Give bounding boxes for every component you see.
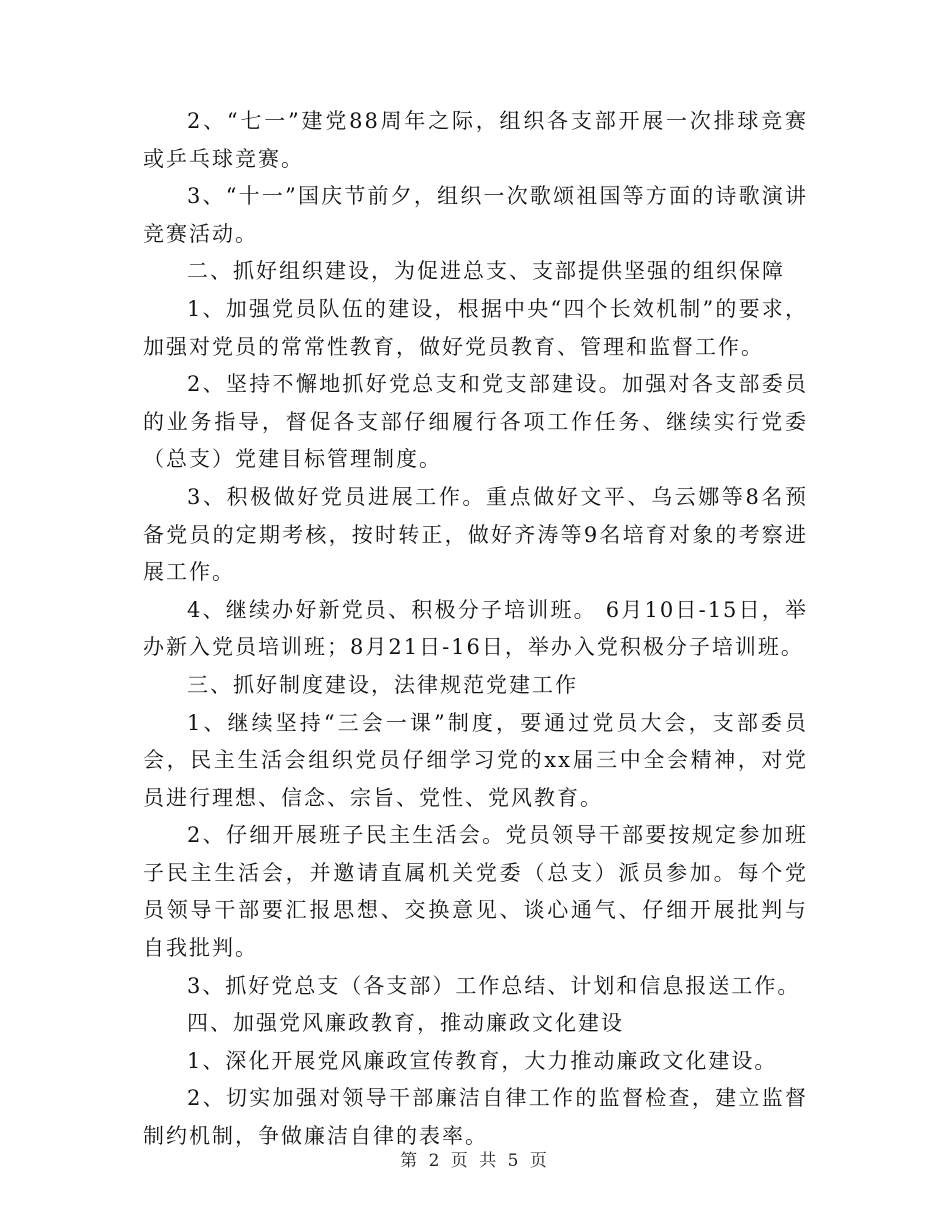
paragraph: 2、仔细开展班子民主生活会。党员领导干部要按规定参加班子民主生活会，并邀请直属机关党委（总支）派员参加。每个党员领导干部要汇报思想、交换意见、谈心通气、仔细开展批判与自我批判。	[143, 823, 808, 961]
section-heading: 四、加强党风廉政教育，推动廉政文化建设	[187, 1011, 624, 1036]
paragraph: 3、抓好党总支（各支部）工作总结、计划和信息报送工作。	[187, 973, 801, 998]
document-body	[143, 103, 808, 1156]
paragraph: 1、深化开展党风廉政宣传教育，大力推动廉政文化建设。	[187, 1048, 778, 1073]
page-footer	[0, 1146, 950, 1171]
paragraph: 2、坚持不懈地抓好党总支和党支部建设。加强对各支部委员的业务指导，督促各支部仔细履行各项工作任务、继续实行党委（总支）党建目标管理制度。	[143, 372, 808, 472]
page-number: 第 2 页 共 5 页	[400, 1151, 550, 1171]
section-heading: 二、抓好组织建设，为促进总支、支部提供坚强的组织保障	[187, 259, 785, 284]
paragraph: 1、继续坚持“三会一课”制度，要通过党员大会，支部委员会，民主生活会组织党员仔细学习党的xx届三中全会精神，对党员进行理想、信念、宗旨、党性、党风教育。	[143, 710, 808, 810]
paragraph: 4、继续办好新党员、积极分子培训班。 6月10日-15日，举办新入党员培训班；8月21日-16日，举办入党积极分子培训班。	[143, 597, 808, 660]
paragraph: 2、“七一”建党88周年之际，组织各支部开展一次排球竞赛或乒乓球竞赛。	[143, 109, 808, 171]
paragraph: 1、加强党员队伍的建设，根据中央“四个长效机制”的要求，加强对党员的常常性教育，做好党员教育、管理和监督工作。	[143, 296, 808, 359]
paragraph: 3、积极做好党员进展工作。重点做好文平、乌云娜等8名预备党员的定期考核，按时转正，做好齐涛等9名培育对象的考察进展工作。	[143, 484, 808, 585]
section-heading: 三、抓好制度建设，法律规范党建工作	[187, 672, 578, 697]
paragraph: 2、切实加强对领导干部廉洁自律工作的监督检查，建立监督制约机制，争做廉洁自律的表率。	[143, 1086, 808, 1149]
paragraph: 3、“十一”国庆节前夕，组织一次歌颂祖国等方面的诗歌演讲竞赛活动。	[143, 184, 808, 246]
